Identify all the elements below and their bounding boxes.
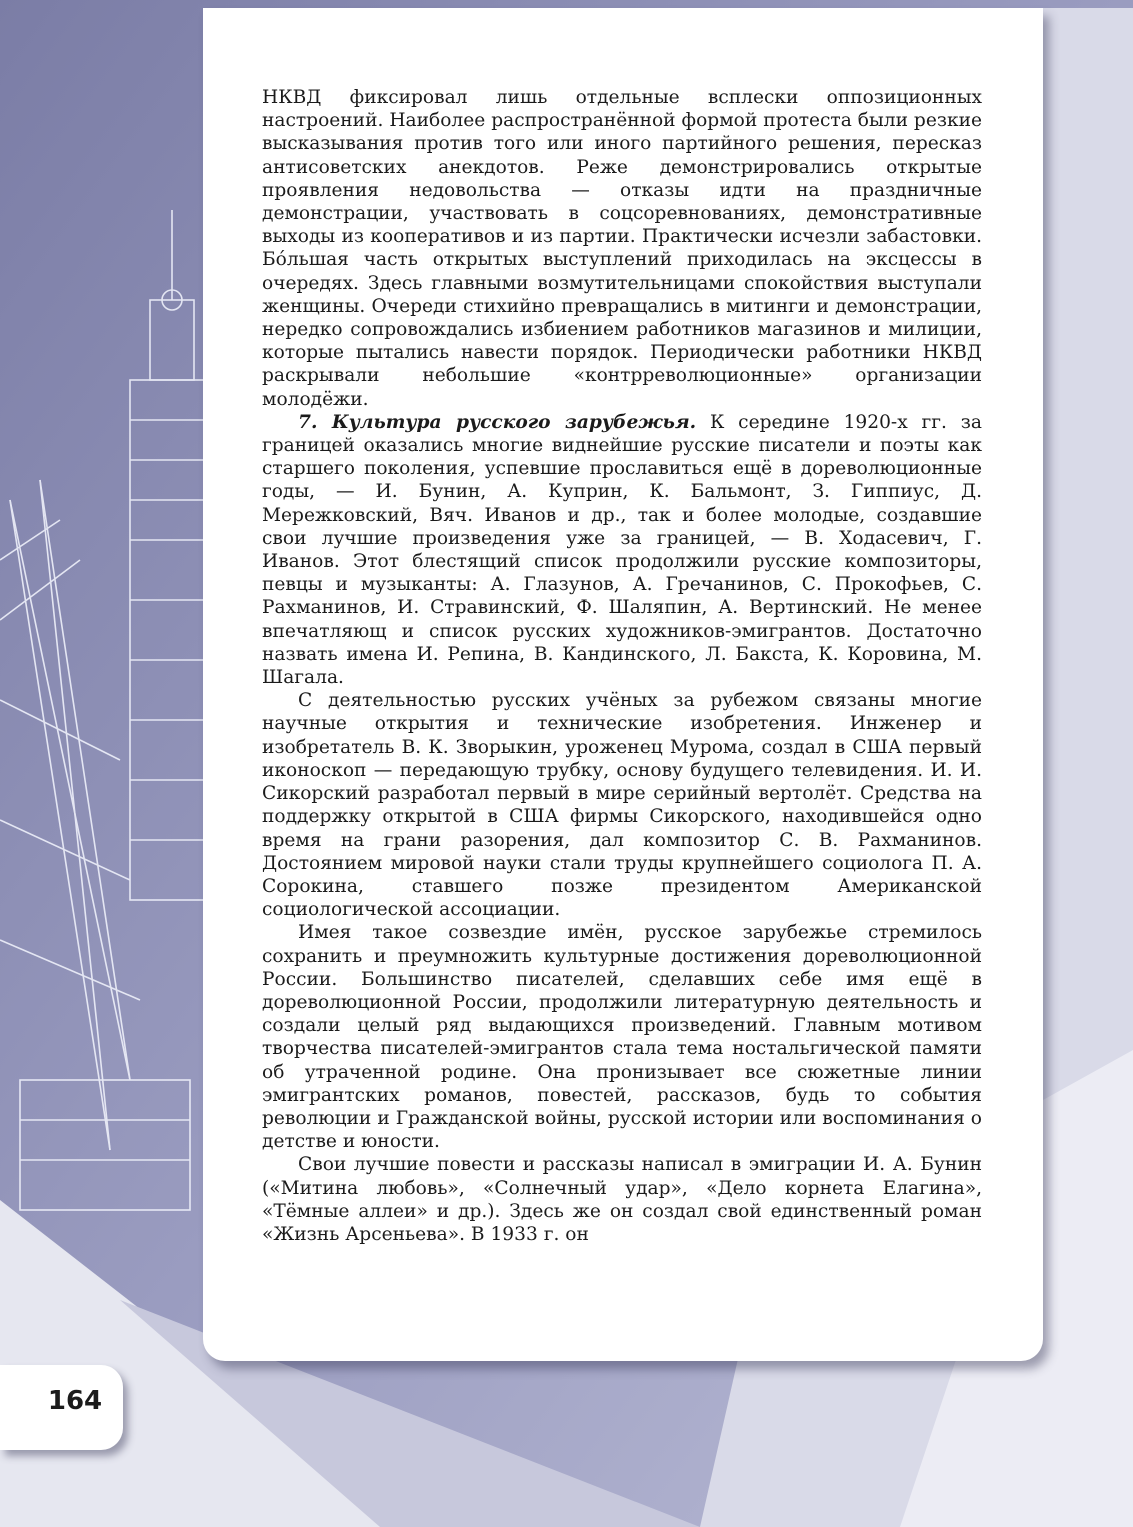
- section-paragraph: [262, 411, 982, 689]
- paragraph: С деятельностью русских учёных за рубежом связаны многие научные открытия и технические изобретения. Инженер и изобретатель В. К. Зворыкин, уроженец Мурома, создал в США первый иконоскоп — передающую трубку, основу будущего телевидения. И. И. Сикорский разработал первый в мире серийный вертолёт. Средства на поддержку открытой в США фирмы Сикорского, находившейся одно время на грани разорения, дал композитор С. В. Рахманинов. Достоянием мировой науки стали труды крупнейшего социолога П. А. Сорокина, ставшего позже президентом Американской социологической ассоциации.: [262, 690, 982, 921]
- section-heading: 7. Культура русского зарубежья.: [298, 411, 697, 433]
- section-text: К середине 1920-х гг. за границей оказались многие виднейшие русские писатели и поэты как старшего поколения, успевшие прославиться ещё в дореволюционные годы, — И. Бунин, А. Куприн, К. Бальмонт, З. Гиппиус, Д. Мережковский, Вяч. Иванов и др., так и более молодые, создавшие свои лучшие произведения уже за границей, — В. Ходасевич, Г. Иванов. Этот блестящий список продолжили русские композиторы, певцы и музыканты: А. Глазунов, А. Гречанинов, С. Прокофьев, С. Рахманинов, И. Стравинский, Ф. Шаляпин, А. Вертинский. Не менее впечатляющ и список русских художников-эмигрантов. Достаточно назвать имена И. Репина, В. Кандинского, Л. Бакста, К. Коровина, М. Шагала.: [262, 411, 982, 689]
- paragraph: НКВД фиксировал лишь отдельные всплески оппозиционных настроений. Наиболее распространённой формой протеста были резкие высказывания против того или иного партийного решения, пересказ антисоветских анекдотов. Реже демонстрировались открытые проявления недовольства — отказы идти на праздничные демонстрации, участвовать в соцсоревнованиях, демонстративные выходы из кооперативов и из партии. Практически исчезли забастовки. Бо́льшая часть открытых выступлений приходилась на эксцессы в очередях. Здесь главными возмутительницами спокойствия выступали женщины. Очереди стихийно превращались в митинги и демонстрации, нередко сопровождались избиением работников магазинов и милиции, которые пытались навести порядок. Периодически работники НКВД раскрывали небольшие «контрреволюционные» организации молодёжи.: [262, 87, 982, 410]
- paragraph: Свои лучшие повести и рассказы написал в эмиграции И. А. Бунин («Митина любовь», «Солнечный удар», «Дело корнета Елагина», «Тёмные аллеи» и др.). Здесь же он создал свой единственный роман «Жизнь Арсеньева». В 1933 г. он: [262, 1154, 982, 1245]
- paragraph: Имея такое созвездие имён, русское зарубежье стремилось сохранить и преумножить культурные достижения дореволюционной России. Большинство писателей, сделавших себе имя ещё в дореволюционной России, продолжили литературную деятельность и создали целый ряд выдающихся произведений. Главным мотивом творчества писателей-эмигрантов стала тема ностальгической памяти об утраченной родине. Она пронизывает все сюжетные линии эмигрантских романов, повестей, рассказов, будь то события революции и Гражданской войны, русской истории или воспоминания о детстве и юности.: [262, 922, 982, 1153]
- article-body: [262, 86, 982, 1246]
- page-number: 164: [47, 1386, 103, 1416]
